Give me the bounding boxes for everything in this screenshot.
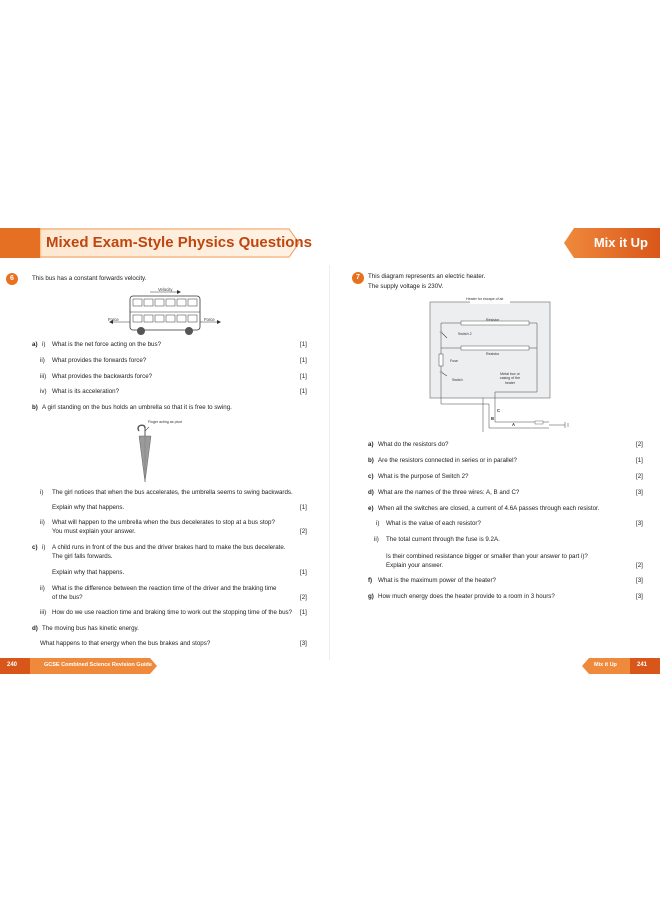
bus-diagram (105, 286, 225, 342)
q7c-text: What is the purpose of Switch 2? (378, 473, 469, 480)
q6d-label: d) (32, 625, 38, 632)
wire-c-label: C (497, 408, 501, 413)
wire-a-label: A (512, 422, 516, 427)
q7e-i-text: What is the value of each resistor? (386, 520, 481, 527)
q6c-i-label: i) (42, 544, 46, 551)
q7g-label: g) (368, 593, 374, 600)
footer-book-title: GCSE Combined Science Revision Guide (44, 662, 152, 668)
q6c-ii-label: ii) (40, 585, 45, 592)
q6d-text-2: What happens to that energy when the bus brakes and stops? (40, 640, 211, 647)
q7d-label: d) (368, 489, 374, 496)
section-title: Mix it Up (593, 235, 648, 250)
q6d-mark: [3] (300, 640, 307, 647)
q6a-iii-text: What provides the backwards force? (52, 373, 153, 380)
q6a-i-text: What is the net force acting on the bus? (52, 341, 162, 348)
q7e-i-label: i) (376, 520, 380, 527)
switch-2-label: Switch 2 (458, 332, 472, 336)
q6b-i-mark: [1] (300, 504, 307, 511)
q7e-ii-text-3: Explain your answer. (386, 562, 444, 569)
q6b-i-label: i) (40, 489, 44, 496)
q7a-mark: [2] (636, 441, 643, 448)
q6c-i-text: A child runs in front of the bus and the driver brakes hard to make the bus decelerate. (52, 544, 286, 551)
q7e-text: When all the switches are closed, a current of 4.6A passes through each resistor. (378, 505, 600, 512)
force-left-label: Force (108, 317, 119, 322)
question-number-6: 6 (6, 273, 18, 285)
q6a-label: a) (32, 341, 38, 348)
q6c-iii-label: iii) (40, 609, 47, 616)
q6c-i-text-3: Explain why that happens. (52, 569, 125, 576)
page-gutter (329, 265, 330, 660)
question-number-7: 7 (352, 272, 364, 284)
q7d-mark: [3] (636, 489, 643, 496)
q6a-iv-label: iv) (40, 388, 47, 395)
q6b-label: b) (32, 404, 38, 411)
q7e-i-mark: [3] (636, 520, 643, 527)
q6a-ii-label: ii) (40, 357, 45, 364)
q6c-label: c) (32, 544, 38, 551)
q7e-ii-text-2: Is their combined resistance bigger or smaller than your answer to part i)? (386, 553, 588, 560)
q7c-mark: [2] (636, 473, 643, 480)
umbrella-pivot-label: Finger acting as pivot (148, 420, 183, 424)
q6c-ii-text-2: of the bus? (52, 594, 83, 601)
q6a-ii-text: What provides the forwards force? (52, 357, 147, 364)
q7f-label: f) (368, 577, 373, 584)
switch-label: Switch (452, 378, 463, 382)
velocity-label: Velocity (158, 287, 173, 292)
wire-b-label: B (491, 416, 495, 421)
fuse-label: Fuse (450, 359, 458, 363)
q6a-i-mark: [1] (300, 341, 307, 348)
q6b-ii-text-2: You must explain your answer. (52, 528, 136, 535)
q7-intro-2: The supply voltage is 230V. (368, 283, 444, 290)
q7-intro: This diagram represents an electric heater. (368, 273, 486, 280)
q6b-i-text: The girl notices that when the bus accelerates, the umbrella seems to swing backwards. (52, 489, 293, 496)
q7e-ii-text: The total current through the fuse is 9.2A. (386, 536, 500, 543)
q6b-text: A girl standing on the bus holds an umbrella so that it is free to swing. (42, 404, 232, 411)
q6a-i-label: i) (42, 341, 46, 348)
q6c-ii-mark: [2] (300, 594, 307, 601)
q6a-iii-mark: [1] (300, 373, 307, 380)
resistor-2-label: Resistor (486, 352, 500, 356)
q6b-i-text-2: Explain why that happens. (52, 504, 125, 511)
q6b-ii-text: What will happen to the umbrella when the bus decelerates to stop at a bus stop? (52, 519, 275, 526)
q6c-iii-mark: [1] (300, 609, 307, 616)
q7g-mark: [3] (636, 593, 643, 600)
q6b-ii-label: ii) (40, 519, 45, 526)
q7b-mark: [1] (636, 457, 643, 464)
q6c-i-text-2: The girl falls forwards. (52, 553, 113, 560)
q6b-ii-mark: [2] (300, 528, 307, 535)
q7b-label: b) (368, 457, 374, 464)
q7d-text: What are the names of the three wires: A, B and C? (378, 489, 520, 496)
q7f-mark: [3] (636, 577, 643, 584)
force-right-label: Force (204, 317, 215, 322)
q6a-iv-mark: [1] (300, 388, 307, 395)
q6c-iii-text: How do we use reaction time and braking time to work out the stopping time of the bus? (52, 609, 293, 616)
q7b-text: Are the resistors connected in series or in parallel? (378, 457, 517, 464)
q7c-label: c) (368, 473, 374, 480)
page-title: Mixed Exam-Style Physics Questions (46, 234, 312, 251)
q7a-label: a) (368, 441, 374, 448)
q6c-i-mark: [1] (300, 569, 307, 576)
q7e-ii-label: ii) (374, 536, 379, 543)
q6a-ii-mark: [1] (300, 357, 307, 364)
metal-box-label: Metal box or casing of the heater (499, 372, 521, 385)
q6c-ii-text: What is the difference between the reaction time of the driver and the braking time (52, 585, 277, 592)
footer-page-number-right: 241 (637, 662, 648, 668)
footer-page-number-left: 240 (7, 662, 18, 668)
q7e-ii-mark: [2] (636, 562, 643, 569)
resistor-1-label: Resistor (486, 318, 500, 322)
q6a-iii-label: iii) (40, 373, 47, 380)
q6d-text: The moving bus has kinetic energy. (42, 625, 139, 632)
q7e-label: e) (368, 505, 374, 512)
heater-air-label: Heater for escape of air (466, 297, 504, 301)
q7a-text: What do the resistors do? (378, 441, 449, 448)
q7f-text: What is the maximum power of the heater? (378, 577, 496, 584)
q6-intro: This bus has a constant forwards velocity. (32, 275, 147, 282)
q6a-iv-text: What is its acceleration? (52, 388, 120, 395)
umbrella-diagram (125, 422, 165, 484)
q7g-text: How much energy does the heater provide to a room in 3 hours? (378, 593, 555, 600)
footer-section-title: Mix it Up (594, 662, 617, 668)
